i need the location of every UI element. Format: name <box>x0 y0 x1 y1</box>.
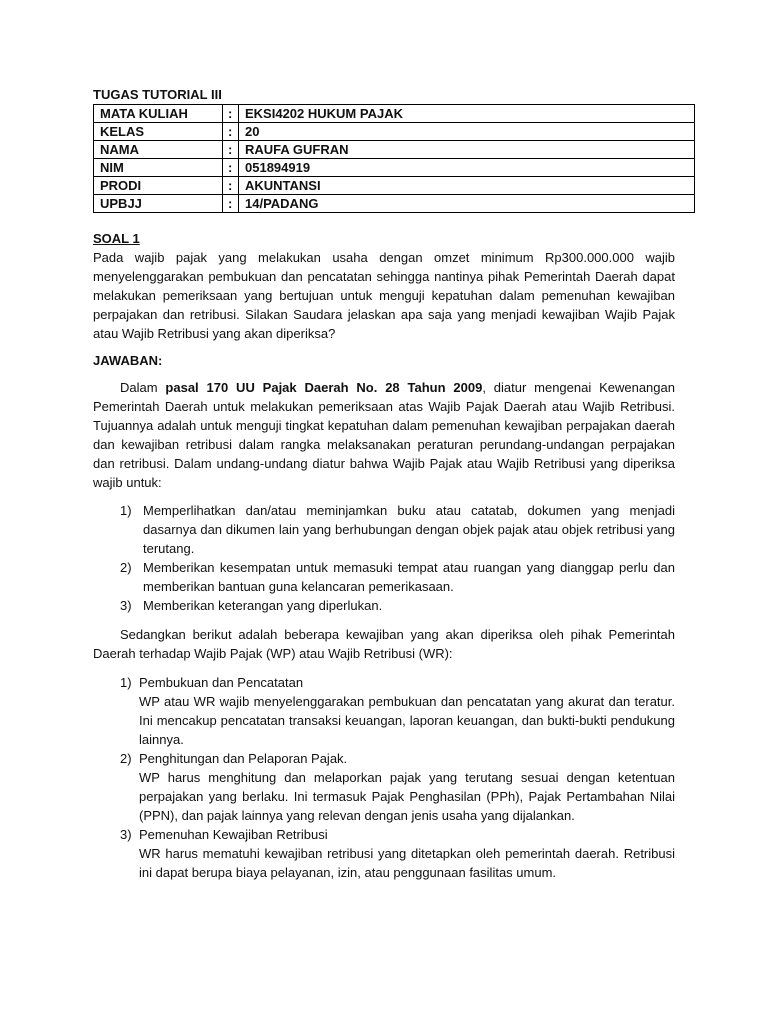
list-item-title: Pemenuhan Kewajiban Retribusi <box>139 827 328 842</box>
list-text: Memberikan keterangan yang diperlukan. <box>143 598 383 613</box>
list-item-title: Penghitungan dan Pelaporan Pajak. <box>139 751 348 766</box>
row-value: 14/PADANG <box>239 195 695 213</box>
row-label: MATA KULIAH <box>94 105 223 123</box>
list-item <box>93 749 675 825</box>
list-number: 3) <box>120 827 132 842</box>
second-intro: Sedangkan berikut adalah beberapa kewajiban yang akan diperiksa oleh pihak Pemerintah Daerah terhadap Wajib Pajak (WP) atau Wajib Retribusi (WR): <box>93 627 675 661</box>
row-label: NAMA <box>94 141 223 159</box>
list-number: 3) <box>120 598 132 613</box>
answer-heading: JAWABAN: <box>93 353 163 368</box>
question-heading: SOAL 1 <box>93 231 140 246</box>
list-item <box>93 596 675 615</box>
row-label: PRODI <box>94 177 223 195</box>
row-value: 051894919 <box>239 159 695 177</box>
list-text: Memberikan kesempatan untuk memasuki tempat atau ruangan yang dianggap perlu dan memberikan bantuan guna kelancaran pemerikasaan. <box>143 560 675 594</box>
row-separator: : <box>223 177 239 195</box>
list-number: 1) <box>120 503 132 518</box>
list-item <box>93 558 675 596</box>
table-row <box>94 177 695 195</box>
row-label: NIM <box>94 159 223 177</box>
row-value: 20 <box>239 123 695 141</box>
document-title: TUGAS TUTORIAL III <box>93 87 222 102</box>
list-text: WP harus menghitung dan melaporkan pajak yang terutang sesuai dengan ketentuan perpajakan yang berlaku. Ini termasuk Pajak Penghasilan (PPh), Pajak Pertambahan Nilai (PPN), dan pajak lainnya yang relevan dengan jenis usaha yang dijalankan. <box>139 770 675 823</box>
list-number: 1) <box>120 675 132 690</box>
intro-prefix: Dalam <box>120 380 166 395</box>
document-page <box>93 86 675 882</box>
row-separator: : <box>223 141 239 159</box>
table-row <box>94 123 695 141</box>
answer-intro <box>93 378 675 492</box>
intro-rest: , diatur mengenai Kewenangan Pemerintah Daerah untuk melakukan pemeriksaan atas Wajib Pajak Daerah atau Wajib Retribusi. Tujuannya adalah untuk menguji tingkat kepatuhan dalam pemenuhan kewajiban perpajakan daerah dan kewajiban retribusi dalam rangka melaksanakan peraturan perundang-undangan perpajakan dan retribusi. Dalam undang-undang diatur bahwa Wajib Pajak atau Wajib Retribusi yang diperiksa wajib untuk: <box>93 380 675 490</box>
table-row <box>94 141 695 159</box>
list-number: 2) <box>120 560 132 575</box>
table-row <box>94 159 695 177</box>
row-value: AKUNTANSI <box>239 177 695 195</box>
row-label: KELAS <box>94 123 223 141</box>
row-value: RAUFA GUFRAN <box>239 141 695 159</box>
student-info-table <box>93 104 695 213</box>
list-item <box>93 825 675 882</box>
table-row <box>94 195 695 213</box>
law-reference: pasal 170 UU Pajak Daerah No. 28 Tahun 2009 <box>165 380 483 395</box>
question-text: Pada wajib pajak yang melakukan usaha dengan omzet minimum Rp300.000.000 wajib menyelenggarakan pembukuan dan pencatatan sehingga nantinya pihak Pemerintah Daerah dapat melakukan pemeriksaan yang bertujuan untuk menguji kepatuhan dalam pemenuhan kewajiban perpajakan dan retribusi. Silakan Saudara jelaskan apa saja yang menjadi kewajiban Wajib Pajak atau Wajib Retribusi yang akan diperiksa? <box>93 250 675 341</box>
row-label: UPBJJ <box>94 195 223 213</box>
row-separator: : <box>223 159 239 177</box>
examined-obligations-list <box>93 673 675 882</box>
row-separator: : <box>223 195 239 213</box>
list-text: WR harus mematuhi kewajiban retribusi yang ditetapkan oleh pemerintah daerah. Retribusi ini dapat berupa biaya pelayanan, izin, atau penggunaan fasilitas umum. <box>139 846 675 880</box>
row-separator: : <box>223 123 239 141</box>
obligations-list <box>93 501 675 615</box>
list-text: Memperlihatkan dan/atau meminjamkan buku atau catatab, dokumen yang menjadi dasarnya dan dikumen lain yang berhubungan dengan objek pajak atau objek retribusi yang terutang. <box>143 503 675 556</box>
list-item-title: Pembukuan dan Pencatatan <box>139 675 304 690</box>
row-value: EKSI4202 HUKUM PAJAK <box>239 105 695 123</box>
list-item <box>93 673 675 749</box>
list-text: WP atau WR wajib menyelenggarakan pembukuan dan pencatatan yang akurat dan teratur. Ini mencakup pencatatan transaksi keuangan, laporan keuangan, dan bukti-bukti pendukung lainnya. <box>139 694 675 747</box>
list-number: 2) <box>120 751 132 766</box>
row-separator: : <box>223 105 239 123</box>
table-row <box>94 105 695 123</box>
list-item <box>93 501 675 558</box>
